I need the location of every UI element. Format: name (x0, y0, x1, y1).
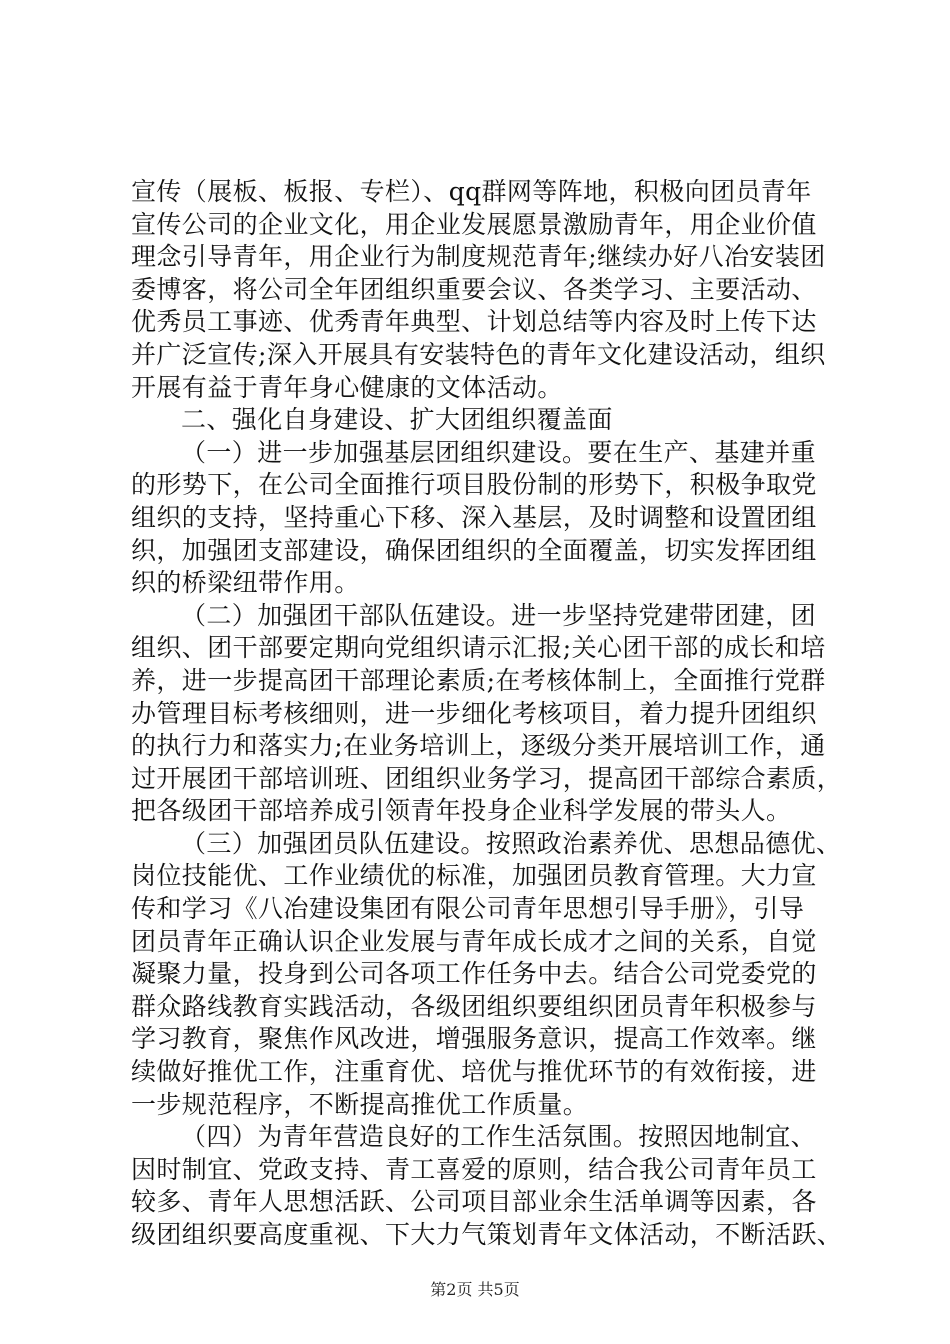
text-line: 凝聚力量，投身到公司各项工作任务中去。结合公司党委党的 (131, 959, 817, 989)
text-line: 的形势下，在公司全面推行项目股份制的形势下，积极争取党 (131, 470, 817, 500)
text-line: 群众路线教育实践活动，各级团组织要组织团员青年积极参与 (131, 991, 817, 1021)
paragraph-start: （一）进一步加强基层团组织建设。要在生产、基建并重 (181, 437, 817, 467)
text-line: 织，加强团支部建设，确保团组织的全面覆盖，切实发挥团组 (131, 535, 817, 565)
paragraph-start: （二）加强团干部队伍建设。进一步坚持党建带团建，团 (181, 600, 817, 630)
text-line: 一步规范程序，不断提高推优工作质量。 (131, 1089, 589, 1119)
text-line: 把各级团干部培养成引领青年投身企业科学发展的带头人。 (131, 796, 792, 826)
text-line: 传和学习《八冶建设集团有限公司青年思想引导手册》，引导 (131, 894, 805, 924)
text-line: 优秀员工事迹、优秀青年典型、计划总结等内容及时上传下达 (131, 307, 817, 337)
text-line: 开展有益于青年身心健康的文体活动。 (131, 372, 563, 402)
text-line: 办管理目标考核细则，进一步细化考核项目，着力提升团组织 (131, 698, 817, 728)
text-line: 过开展团干部培训班、团组织业务学习，提高团干部综合素质， (131, 763, 843, 793)
text-line: 学习教育，聚焦作风改进，增强服务意识，提高工作效率。继 (131, 1024, 817, 1054)
text-line: 较多、青年人思想活跃、公司项目部业余生活单调等因素，各 (131, 1187, 817, 1217)
document-body (131, 176, 847, 1252)
text-line: 级团组织要高度重视、下大力气策划青年文体活动，不断活跃、 (131, 1220, 843, 1249)
section-heading: 二、强化自身建设、扩大团组织覆盖面 (181, 405, 613, 435)
text-line: 岗位技能优、工作业绩优的标准，加强团员教育管理。大力宣 (131, 861, 817, 891)
paragraph-start: （四）为青年营造良好的工作生活氛围。按照因地制宜、 (181, 1122, 817, 1152)
text-line: 因时制宜、党政支持、青工喜爱的原则，结合我公司青年员工 (131, 1154, 817, 1184)
text-line: 委博客，将公司全年团组织重要会议、各类学习、主要活动、 (131, 274, 817, 304)
text-line: 宣传（展板、板报、专栏）、qq群网等阵地，积极向团员青年 (131, 177, 812, 206)
text-line: 宣传公司的企业文化，用企业发展愿景激励青年，用企业价值 (131, 209, 817, 239)
paragraph-start: （三）加强团员队伍建设。按照政治素养优、思想品德优、 (181, 828, 842, 858)
text-line: 续做好推优工作，注重育优、培优与推优环节的有效衔接，进 (131, 1057, 817, 1087)
text-line: 组织的支持，坚持重心下移、深入基层，及时调整和设置团组 (131, 502, 817, 532)
page-number-footer: 第2页 共5页 (430, 1280, 520, 1299)
text-line: 织的桥梁纽带作用。 (131, 568, 360, 598)
text-line: 养，进一步提高团干部理论素质;在考核体制上，全面推行党群 (131, 665, 826, 695)
text-line: 的执行力和落实力;在业务培训上，逐级分类开展培训工作，通 (131, 731, 826, 761)
text-line: 并广泛宣传;深入开展具有安装特色的青年文化建设活动，组织 (131, 339, 826, 369)
text-line: 团员青年正确认识企业发展与青年成长成才之间的关系，自觉 (131, 926, 817, 956)
text-line: 组织、团干部要定期向党组织请示汇报;关心团干部的成长和培 (131, 633, 826, 663)
text-line: 理念引导青年，用企业行为制度规范青年;继续办好八冶安装团 (131, 242, 826, 272)
